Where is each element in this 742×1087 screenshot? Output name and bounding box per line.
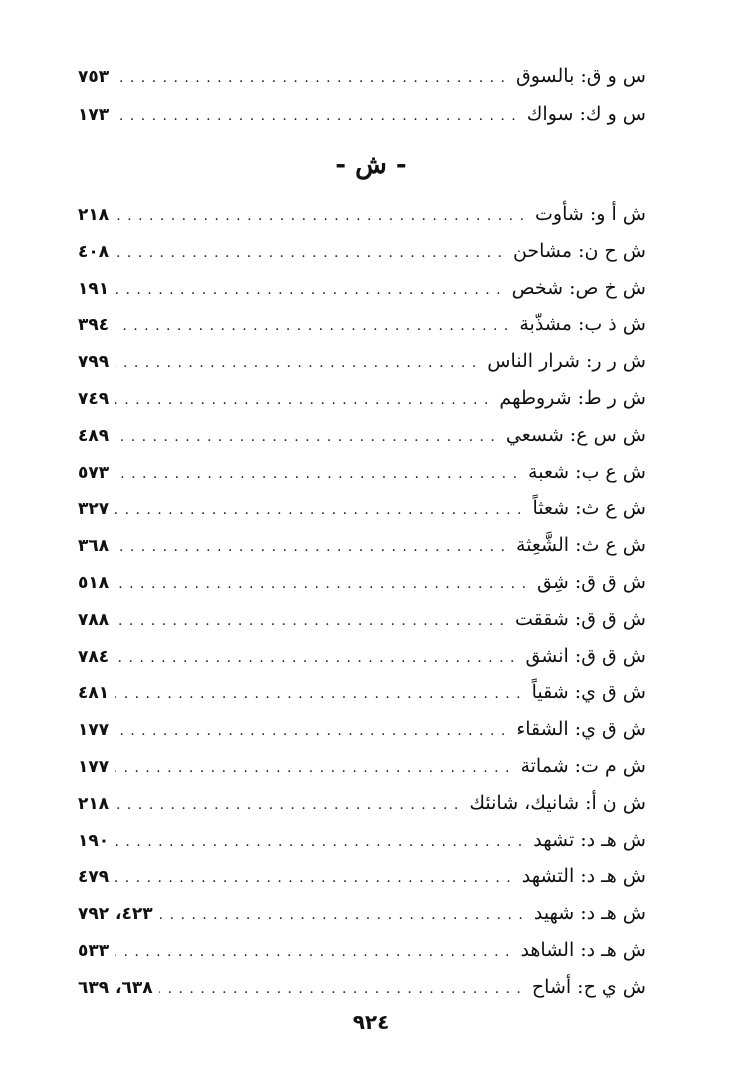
dot-leader xyxy=(115,456,518,493)
dot-leader xyxy=(115,860,512,897)
index-entry xyxy=(78,748,646,785)
entry-term: ش هـ د: تشهد xyxy=(533,828,646,851)
entry-term: ش ع ث: شعثاً xyxy=(532,497,646,520)
index-entry xyxy=(78,233,646,270)
entry-term: ش خ ص: شخص xyxy=(511,276,646,299)
dot-leader xyxy=(115,603,505,640)
entry-pages: ٥٣٣ xyxy=(78,940,110,961)
entry-pages: ٧٨٨ xyxy=(78,609,110,630)
entry-pages: ٤٨١ xyxy=(78,683,110,704)
entry-pages: ٧٤٩ xyxy=(78,388,110,409)
entry-term: ش ر ط: شروطهم xyxy=(499,386,646,409)
entry-term: س و ق: بالسوق xyxy=(515,65,646,87)
dot-leader xyxy=(115,59,506,97)
entry-pages: ٧٩٩ xyxy=(78,352,110,373)
entry-pages: ٥٧٣ xyxy=(78,462,110,483)
index-entry xyxy=(78,270,646,307)
entry-pages: ٤٠٨ xyxy=(78,241,110,262)
entry-term: ش ق ق: شِق xyxy=(537,570,646,593)
entry-term: ش ن أ: شانيك، شانئك xyxy=(469,791,646,814)
dot-leader xyxy=(115,676,521,713)
entry-pages: ٣٢٧ xyxy=(78,499,110,520)
index-entry xyxy=(78,858,646,895)
entry-pages: ١٩١ xyxy=(78,278,110,299)
dot-leader xyxy=(115,934,510,971)
dot-leader xyxy=(159,971,522,1008)
entry-term: ش س ع: شسعي xyxy=(505,423,646,446)
entry-pages: ١٩٠ xyxy=(78,830,110,851)
top-entry-list xyxy=(78,57,646,133)
dot-leader xyxy=(115,345,477,382)
entry-term: ش ق ق: شققت xyxy=(515,607,646,630)
index-entry xyxy=(78,95,646,133)
index-entry xyxy=(78,785,646,822)
index-entry xyxy=(78,57,646,95)
dot-leader xyxy=(115,566,527,603)
dot-leader xyxy=(115,824,523,861)
entry-pages: ٤٧٩ xyxy=(78,867,110,888)
dot-leader xyxy=(159,897,524,934)
index-entry xyxy=(78,601,646,638)
index-entry xyxy=(78,196,646,233)
entry-pages: ٤٨٩ xyxy=(78,425,110,446)
entry-pages: ٧٥٣ xyxy=(78,67,110,87)
entry-term: ش هـ د: شهيد xyxy=(533,902,646,925)
entry-term: ش ق ي: الشقاء xyxy=(516,718,646,741)
entry-term: ش هـ د: التشهد xyxy=(521,865,646,888)
index-entry xyxy=(78,932,646,969)
dot-leader xyxy=(115,272,501,309)
index-entry xyxy=(78,343,646,380)
entry-pages: ٤٢٣، ٧٩٢ xyxy=(78,904,153,925)
entry-term: س و ك: سواك xyxy=(526,103,646,125)
dot-leader xyxy=(115,492,522,529)
dot-leader xyxy=(115,198,525,235)
entry-term: ش م ت: شماتة xyxy=(520,754,646,777)
dot-leader xyxy=(115,235,503,272)
dot-leader xyxy=(115,640,515,677)
section-heading: - ش - xyxy=(335,150,407,180)
entry-pages: ٣٩٤ xyxy=(78,315,110,336)
dot-leader xyxy=(115,529,506,566)
index-entry xyxy=(78,674,646,711)
entry-pages: ٥١٨ xyxy=(78,572,110,593)
entry-term: ش ي ح: أشاح xyxy=(531,975,646,998)
dot-leader xyxy=(115,713,506,750)
entry-pages: ١٧٧ xyxy=(78,756,110,777)
entry-pages: ٢١٨ xyxy=(78,205,110,225)
entry-pages: ٦٣٨، ٦٣٩ xyxy=(78,977,153,998)
entry-list xyxy=(78,196,646,1006)
page-number: ٩٢٤ xyxy=(352,1010,390,1034)
dot-leader xyxy=(115,750,510,787)
index-entry xyxy=(78,895,646,932)
entry-pages: ١٧٣ xyxy=(78,105,110,125)
index-entry xyxy=(78,454,646,491)
entry-term: ش ح ن: مشاحن xyxy=(512,239,646,262)
index-entry xyxy=(78,306,646,343)
dot-leader xyxy=(115,97,517,135)
entry-term: ش ر ر: شرار الناس xyxy=(487,350,646,373)
dot-leader xyxy=(115,382,489,419)
entry-term: ش ق ي: شقياً xyxy=(531,681,646,704)
index-entry xyxy=(78,380,646,417)
dot-leader xyxy=(115,787,459,824)
entry-pages: ٢١٨ xyxy=(78,793,110,814)
index-entry xyxy=(78,711,646,748)
entry-term: ش ذ ب: مشذّبة xyxy=(519,313,646,336)
index-entry xyxy=(78,564,646,601)
entry-term: ش ق ق: انشق xyxy=(525,644,646,667)
index-entry xyxy=(78,527,646,564)
entry-term: ش أ و: شأوت xyxy=(535,203,646,225)
index-entry xyxy=(78,822,646,859)
entry-term: ش هـ د: الشاهد xyxy=(520,938,646,961)
entry-term: ش ع ث: الشَّعِثة xyxy=(515,534,646,557)
dot-leader xyxy=(115,419,496,456)
entry-pages: ١٧٧ xyxy=(78,720,110,741)
dot-leader xyxy=(115,308,509,345)
index-entry xyxy=(78,490,646,527)
index-entry xyxy=(78,969,646,1006)
entry-pages: ٣٦٨ xyxy=(78,536,110,557)
entry-pages: ٧٨٤ xyxy=(78,646,110,667)
index-entry xyxy=(78,638,646,675)
entry-term: ش ع ب: شعبة xyxy=(528,460,646,483)
index-entry xyxy=(78,417,646,454)
